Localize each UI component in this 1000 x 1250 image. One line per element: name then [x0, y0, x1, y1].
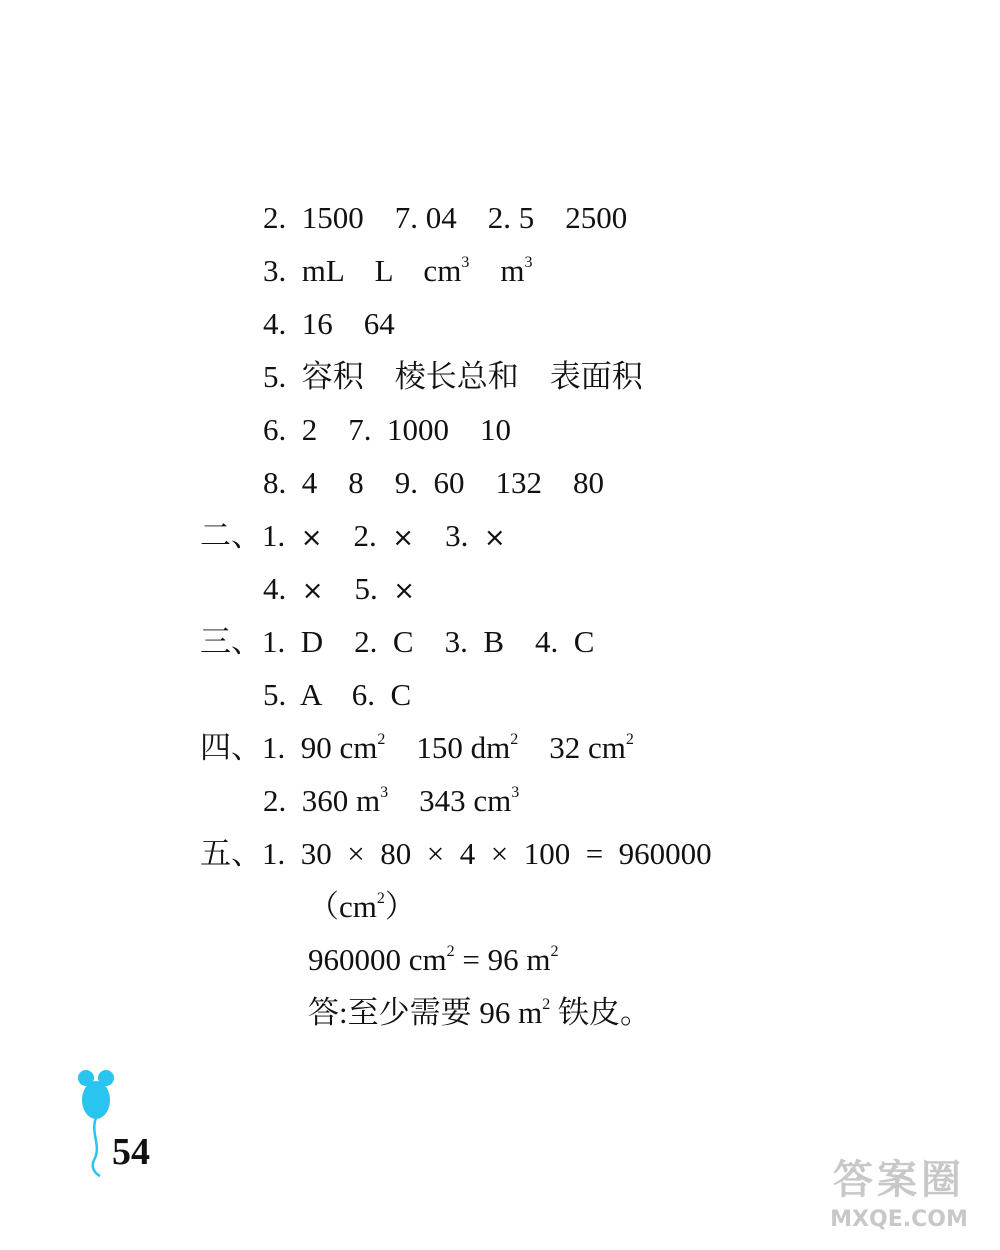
cross-mark: × [392, 523, 415, 553]
mouse-icon [76, 1068, 116, 1178]
section-4-line-1: 四、1. 90 $cm^2$ 150 $dm^2$ 32 $cm^2$ [200, 730, 634, 765]
answer-line-6-7: 6. 2 7. 1000 10 [263, 412, 511, 447]
cross-mark: × [300, 523, 323, 553]
watermark [804, 1152, 994, 1242]
section-label: 三、 [200, 624, 262, 659]
cross-mark: × [393, 576, 416, 606]
section-2-line-2: 4. × 5. × [263, 571, 416, 606]
section-5-line-3: 960000 $cm^2 = 96$ $m^2$ [308, 942, 559, 977]
section-4-line-2: 2. 360 $m^3$ 343 $cm^3$ [263, 783, 520, 818]
watermark-url: MXQE.COM [830, 1207, 968, 1232]
section-3-line-1: 三、1. D 2. C 3. B 4. C [200, 624, 595, 659]
section-5-line-1: 五、1. 30 × 80 × 4 × 100 = 960000 [200, 836, 712, 871]
section-label: 二、 [200, 518, 262, 553]
answer-line-3: 3. mL L $cm^3$ $m^3$ [263, 253, 533, 288]
section-2-line-1: 二、1. × 2. × 3. × [200, 518, 506, 553]
answer-line-5: 5. 容积 棱长总和 表面积 [263, 359, 643, 394]
section-5-answer: 答:至少需要 96 $m^2$ 铁皮。 [308, 995, 651, 1030]
cross-mark: × [301, 576, 324, 606]
page-number: 54 [112, 1131, 150, 1173]
section-3-line-2: 5. A 6. C [263, 677, 412, 712]
watermark-logo: 答案圈 [833, 1157, 965, 1203]
cross-mark: × [483, 523, 506, 553]
section-label: 五、 [200, 836, 262, 871]
answer-line-2: 2. 1500 7. 04 2. 5 2500 [263, 200, 628, 235]
answer-line-4: 4. 16 64 [263, 306, 395, 341]
answer-line-8-9: 8. 4 8 9. 60 132 80 [263, 465, 604, 500]
section-5-line-2: $(cm^2)$ [308, 889, 416, 924]
section-label: 四、 [200, 730, 262, 765]
